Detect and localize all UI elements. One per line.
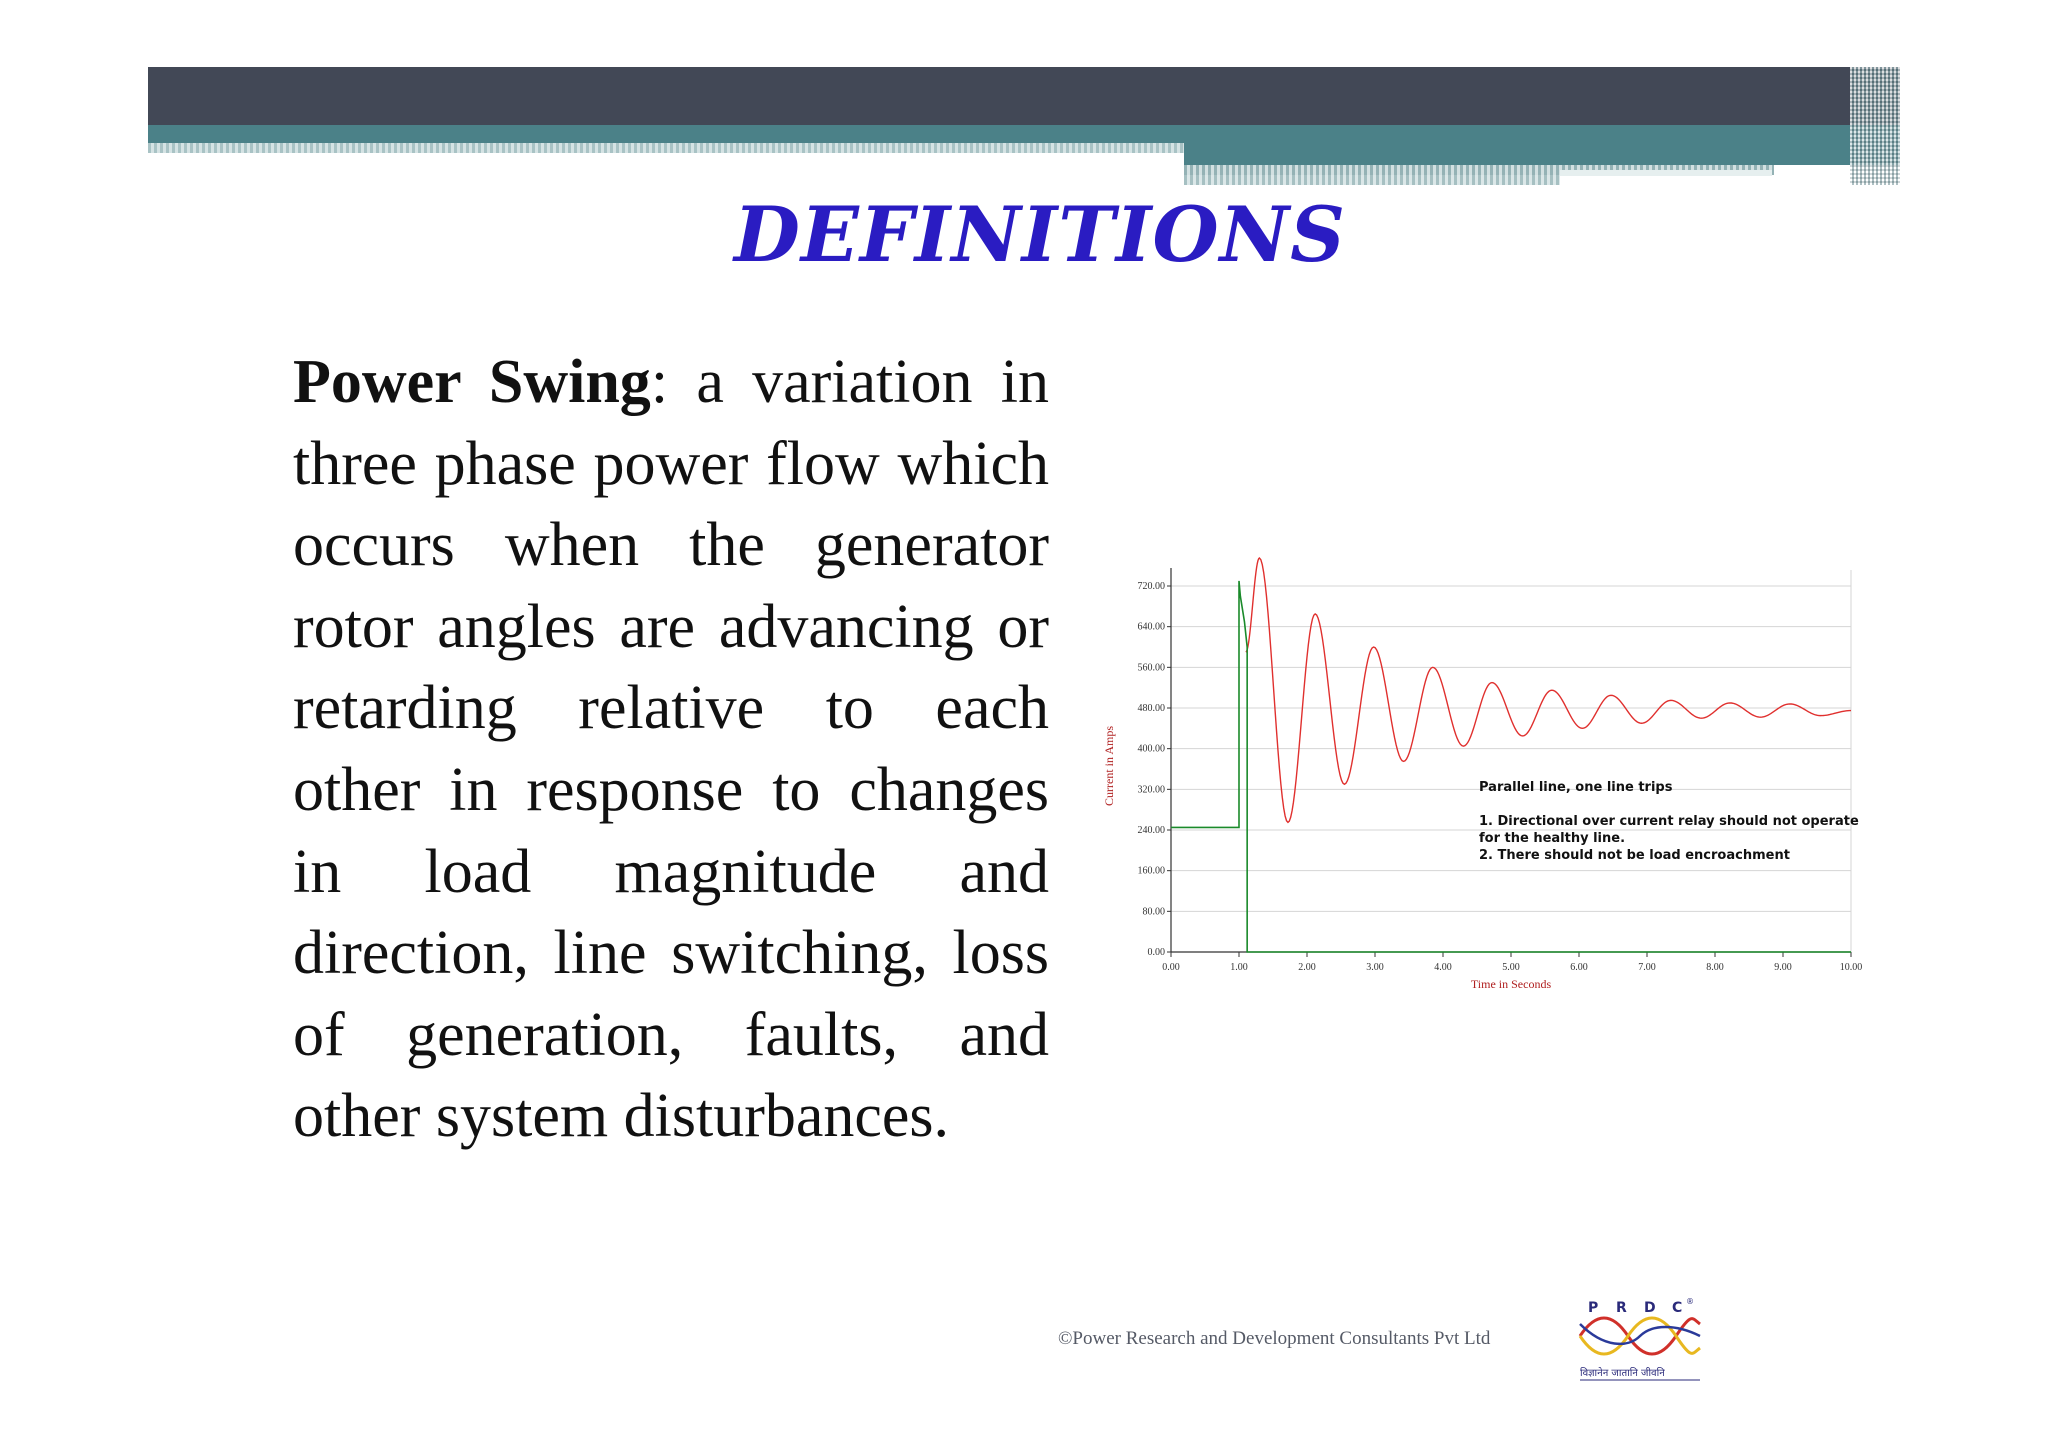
logo-letter-c: C: [1672, 1300, 1683, 1316]
annotation-heading: Parallel line, one line trips: [1479, 780, 1673, 795]
definition-term: Power Swing: [293, 348, 651, 416]
y-tick-label: 720.00: [1137, 581, 1165, 592]
logo-letter-r: R: [1616, 1300, 1627, 1316]
logo-tagline: विज्ञानेन जातानि जीवनि: [1580, 1368, 1665, 1379]
header-teal-band: [148, 125, 1900, 143]
y-tick-label: 240.00: [1137, 825, 1165, 836]
prdc-logo: [1576, 1294, 1706, 1384]
current-chart: [1095, 540, 1885, 1000]
y-tick-label: 0.00: [1147, 947, 1165, 958]
x-tick-label: 4.00: [1434, 962, 1452, 973]
header-pattern-strip: [148, 143, 1184, 153]
logo-letter-d: D: [1644, 1300, 1656, 1316]
x-tick-label: 1.00: [1230, 962, 1248, 973]
chart-series: [1171, 558, 1851, 952]
x-tick-label: 5.00: [1502, 962, 1520, 973]
y-tick-label: 560.00: [1137, 662, 1165, 674]
definition-paragraph: [293, 342, 1049, 1158]
x-tick-label: 2.00: [1298, 962, 1316, 973]
annotation-note-2: 2. There should not be load encroachment: [1479, 848, 1790, 863]
chart-annotation: [1479, 780, 1859, 863]
x-tick-label: 0.00: [1162, 962, 1180, 973]
x-axis-label: Time in Seconds: [1470, 977, 1552, 991]
definition-text: : a variation in three phase power flow which occurs when the generator rotor angles are advancing or retarding relative to each other in response to changes in load magnitude and direction, line switching, loss of generation, faults, and other system disturbances.: [293, 348, 1049, 1151]
x-tick-label: 7.00: [1638, 962, 1656, 973]
header-teal-block: [1184, 143, 1900, 165]
x-tick-label: 3.00: [1366, 962, 1384, 973]
logo-letter-p: P: [1588, 1300, 1599, 1316]
header-banner: [148, 67, 1900, 125]
x-tick-label: 9.00: [1774, 962, 1792, 973]
y-tick-label: 400.00: [1137, 743, 1165, 755]
header-checker-pattern: [1850, 67, 1900, 185]
header-light-bar: [1560, 170, 1772, 176]
y-tick-label: 80.00: [1142, 906, 1165, 918]
annotation-note-1b: for the healthy line.: [1479, 831, 1626, 846]
series-line-green: [1171, 581, 1851, 952]
x-tick-label: 8.00: [1706, 962, 1724, 973]
y-tick-label: 160.00: [1137, 865, 1165, 877]
y-tick-label: 640.00: [1137, 621, 1165, 633]
y-axis-label: Current in Amps: [1102, 726, 1116, 806]
copyright-text: ©Power Research and Development Consultants Pvt Ltd: [1058, 1328, 1491, 1349]
y-tick-label: 320.00: [1137, 784, 1165, 796]
x-tick-label: 10.00: [1839, 962, 1863, 973]
chart-grid: [1171, 570, 1851, 952]
x-tick-label: 6.00: [1570, 962, 1588, 973]
slide-title: DEFINITIONS: [733, 190, 1347, 279]
logo-registered-mark: ®: [1686, 1297, 1694, 1306]
y-tick-label: 480.00: [1137, 703, 1165, 714]
annotation-note-1: 1. Directional over current relay should not operate: [1479, 814, 1859, 829]
header-pattern-strip-lower: [1184, 175, 1560, 185]
